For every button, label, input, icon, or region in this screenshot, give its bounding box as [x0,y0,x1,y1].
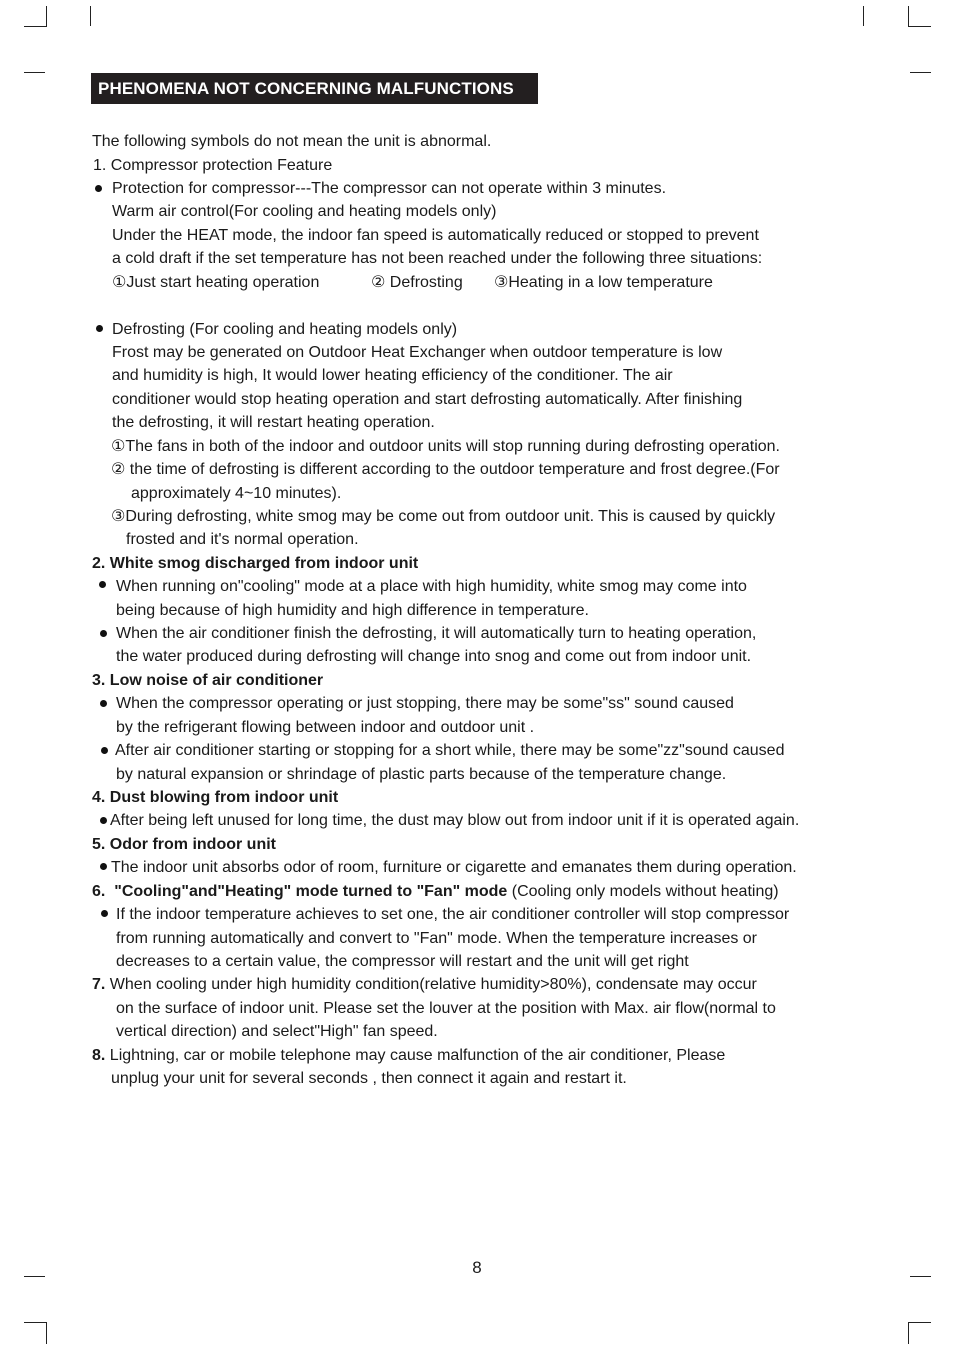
s2-line-2: being because of high humidity and high difference in temperature. [116,602,589,619]
s1-line-2: Warm air control(For cooling and heating models only) [112,203,497,220]
s2-bullet-2: When the air conditioner finish the defrosting, it will automatically turn to heating operation, [116,625,757,642]
s1-defrost-2: and humidity is high, It would lower heating efficiency of the conditioner. The air [112,367,673,384]
section-6-heading [92,880,779,904]
crop-mark [24,1322,47,1323]
page-number: 8 [472,1258,482,1277]
s1-bullet-1: Protection for compressor---The compressor can not operate within 3 minutes. [112,180,667,197]
section-1-title: 1. Compressor protection Feature [93,157,333,174]
section-8-number: 8. [92,1047,106,1064]
bullet-icon [101,747,108,754]
section-4-title: 4. Dust blowing from indoor unit [92,789,339,806]
bullet-icon [100,700,107,707]
page-title: PHENOMENA NOT CONCERNING MALFUNCTIONS [91,73,538,104]
section-7-number: 7. [92,976,106,993]
s1-line-3: Under the HEAT mode, the indoor fan speed is automatically reduced or stopped to prevent [112,227,759,244]
crop-mark [908,6,909,27]
s5-bullet-1: The indoor unit absorbs odor of room, furniture or cigarette and emanates them during operation. [111,859,797,876]
bullet-icon [100,630,107,637]
s1-defrost-7: approximately 4~10 minutes). [131,485,342,502]
bullet-icon [100,863,107,870]
s1-bullet-2: Defrosting (For cooling and heating models only) [112,321,458,338]
section-3-title: 3. Low noise of air conditioner [92,672,324,689]
crop-mark [24,72,45,73]
intro-text: The following symbols do not mean the unit is abnormal. [92,133,492,150]
s1-defrost-6: ② the time of defrosting is different according to the outdoor temperature and frost degree.(For [111,461,780,478]
crop-mark [90,6,91,26]
s1-line-4: a cold draft if the set temperature has not been reached under the following three situations: [112,250,763,267]
bullet-icon [101,910,108,917]
crop-mark [24,26,47,27]
crop-mark [908,1322,931,1323]
s3-bullet-1: When the compressor operating or just stopping, there may be some"ss" sound caused [116,695,734,712]
crop-mark [863,6,864,26]
s3-line-4: by natural expansion or shrindage of plastic parts because of the temperature change. [116,766,727,783]
s6-bullet-1: If the indoor temperature achieves to set one, the air conditioner controller will stop compressor [116,906,790,923]
s3-bullet-2: After air conditioner starting or stopping for a short while, there may be some"zz"sound caused [115,742,785,759]
section-5-title: 5. Odor from indoor unit [92,836,276,853]
s6-line-3: decreases to a certain value, the compressor will restart and the unit will get right [116,953,689,970]
crop-mark [46,6,47,27]
bullet-icon [96,325,103,332]
s2-bullet-1: When running on"cooling" mode at a place with high humidity, white smog may come into [116,578,747,595]
s1-situation-2: ② Defrosting [371,274,463,291]
s8-line-2: unplug your unit for several seconds , then connect it again and restart it. [111,1070,627,1087]
s1-defrost-9: frosted and it's normal operation. [126,531,359,548]
s7-line-2: on the surface of indoor unit. Please set the louver at the position with Max. air flow(normal to [116,1000,776,1017]
s7-line-3: vertical direction) and select"High" fan speed. [116,1023,438,1040]
s1-defrost-1: Frost may be generated on Outdoor Heat Exchanger when outdoor temperature is low [112,344,723,361]
section-6-number: 6. [92,883,106,900]
bullet-icon [99,581,106,588]
s2-line-4: the water produced during defrosting will change into snog and come out from indoor unit. [116,648,752,665]
s8-text-1: Lightning, car or mobile telephone may cause malfunction of the air conditioner, Please [109,1047,726,1064]
crop-mark [46,1322,47,1344]
s1-defrost-8: ③During defrosting, white smog may be come out from outdoor unit. This is caused by quickly [111,508,776,525]
crop-mark [910,72,931,73]
s3-line-2: by the refrigerant flowing between indoor and outdoor unit . [116,719,535,736]
crop-mark [908,1322,909,1344]
section-7-line-1 [92,973,757,997]
s6-line-2: from running automatically and convert to "Fan" mode. When the temperature increases or [116,930,758,947]
s1-defrost-4: the defrosting, it will restart heating operation. [112,414,435,431]
bullet-icon [100,817,107,824]
bullet-icon [95,185,102,192]
crop-mark [908,26,931,27]
s7-text-1: When cooling under high humidity condition(relative humidity>80%), condensate may occur [109,976,757,993]
section-6-title: "Cooling"and"Heating" mode turned to "Fan" mode [114,883,508,900]
s1-defrost-5: ①The fans in both of the indoor and outdoor units will stop running during defrosting operation. [111,438,780,455]
s1-defrost-3: conditioner would stop heating operation and start defrosting automatically. After finishing [112,391,743,408]
s1-situation-3: ③Heating in a low temperature [494,274,713,291]
s1-situation-1: ①Just start heating operation [112,274,320,291]
section-6-note: (Cooling only models without heating) [511,883,779,900]
section-2-title: 2. White smog discharged from indoor unit [92,555,419,572]
s4-bullet-1: After being left unused for long time, the dust may blow out from indoor unit if it is operated again. [110,812,800,829]
section-8-line-1 [92,1044,725,1068]
